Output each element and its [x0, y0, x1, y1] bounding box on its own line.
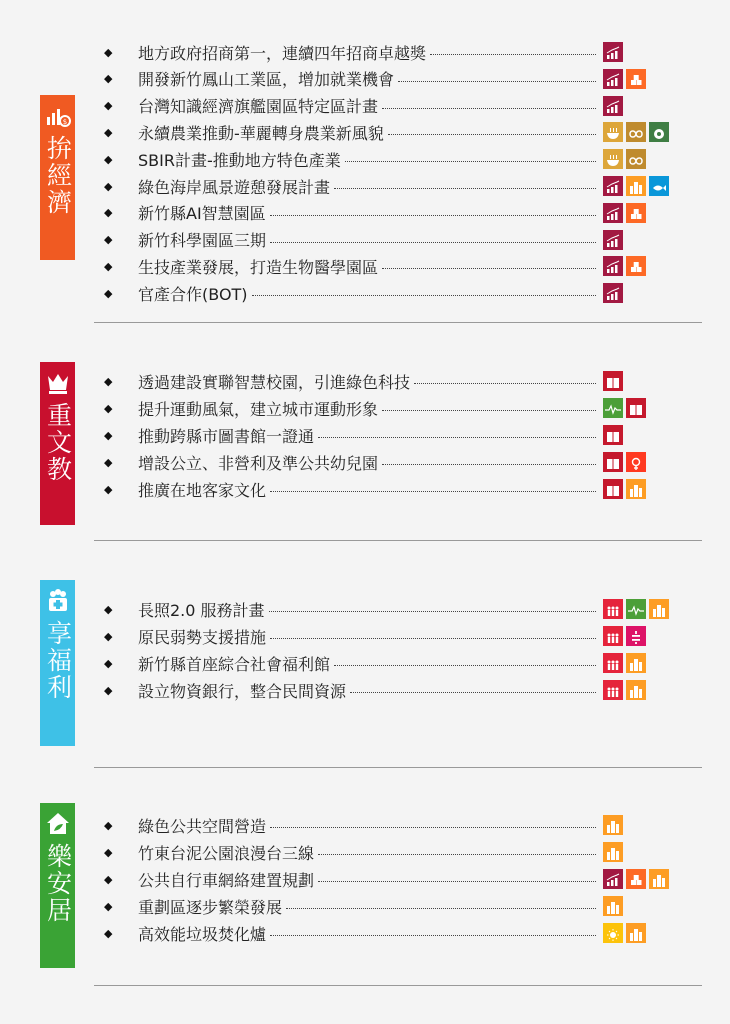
dotted-leader [414, 383, 596, 384]
list-item [104, 95, 378, 117]
sdg-7-sun-icon [603, 923, 623, 943]
sdg-1-family-icon [603, 626, 623, 646]
list-item [104, 895, 282, 917]
dotted-leader [350, 692, 596, 693]
bullet-icon: ◆ [104, 99, 113, 113]
list-item [104, 41, 426, 63]
bullet-icon: ◆ [104, 206, 113, 220]
item-label: 綠色公共空間營造 [138, 816, 267, 836]
item-label: 增設公立、非營利及準公共幼兒園 [138, 453, 379, 473]
sdg-badges [603, 896, 623, 916]
sdg-11-buildings-icon [603, 815, 623, 835]
sdg-11-buildings-icon [649, 869, 669, 889]
sdg-badges [603, 122, 669, 142]
item-label: 新竹縣AI智慧園區 [138, 204, 266, 224]
item-label: 推廣在地客家文化 [138, 480, 267, 500]
list-item [104, 397, 378, 419]
dotted-leader [318, 437, 596, 438]
dotted-leader [382, 410, 596, 411]
dotted-leader [345, 161, 596, 162]
sdg-9-cubes-icon [626, 256, 646, 276]
list-item [104, 598, 265, 620]
bullet-icon: ◆ [104, 259, 113, 273]
dotted-leader [270, 827, 596, 828]
sdg-badges [603, 69, 646, 89]
bullet-icon: ◆ [104, 428, 113, 442]
bullet-icon: ◆ [104, 179, 113, 193]
category-title: 樂安居 [43, 843, 73, 924]
dotted-leader [270, 935, 596, 936]
sdg-8-growth-chart-icon [603, 203, 623, 223]
dotted-leader [270, 491, 596, 492]
sdg-2-bowl-icon [603, 149, 623, 169]
dotted-leader [382, 108, 596, 109]
bullet-icon: ◆ [104, 683, 113, 697]
category-economy [40, 95, 75, 260]
list-item [104, 922, 266, 944]
list-item [104, 121, 384, 143]
chart-dollar-icon [45, 103, 71, 129]
sdg-14-fish-icon [649, 176, 669, 196]
sdg-8-growth-chart-icon [603, 69, 623, 89]
item-label: SBIR計畫-推動地方特色產業 [138, 150, 341, 170]
sdg-1-family-icon [603, 680, 623, 700]
sdg-4-book-icon [603, 371, 623, 391]
sdg-8-growth-chart-icon [603, 230, 623, 250]
item-label: 生技產業發展，打造生物醫學園區 [138, 257, 379, 277]
bullet-icon: ◆ [104, 401, 113, 415]
list-item [104, 370, 410, 392]
sdg-3-heartbeat-icon [626, 599, 646, 619]
dotted-leader [430, 54, 596, 55]
dotted-leader [318, 854, 596, 855]
bullet-icon: ◆ [104, 845, 113, 859]
sdg-11-buildings-icon [626, 680, 646, 700]
list-item [104, 202, 266, 224]
list-item [104, 255, 378, 277]
item-label: 永續農業推動-華麗轉身農業新風貌 [138, 123, 384, 143]
list-item [104, 478, 266, 500]
sdg-4-book-icon [626, 398, 646, 418]
sdg-11-buildings-icon [626, 923, 646, 943]
dotted-leader [388, 134, 596, 135]
bullet-icon: ◆ [104, 656, 113, 670]
dotted-leader [252, 295, 596, 296]
sdg-8-growth-chart-icon [603, 176, 623, 196]
list-item [104, 68, 394, 90]
sdg-badges [603, 815, 623, 835]
svg-text:$: $ [62, 118, 67, 126]
dotted-leader [269, 611, 596, 612]
item-label: 重劃區逐步繁榮發展 [138, 897, 283, 917]
house-icon [45, 811, 71, 837]
item-label: 推動跨縣市圖書館一證通 [138, 426, 315, 446]
list-item [104, 841, 314, 863]
bullet-icon: ◆ [104, 872, 113, 886]
bullet-icon: ◆ [104, 926, 113, 940]
bullet-icon: ◆ [104, 899, 113, 913]
dotted-leader [270, 215, 596, 216]
list-item [104, 652, 330, 674]
list-item [104, 424, 314, 446]
sdg-badges [603, 42, 623, 62]
sdg-badges [603, 371, 623, 391]
bullet-icon: ◆ [104, 72, 113, 86]
sdg-12-infinity-icon [626, 122, 646, 142]
item-label: 竹東台泥公園浪漫台三線 [138, 843, 315, 863]
category-welfare [40, 580, 75, 746]
sdg-1-family-icon [603, 653, 623, 673]
sdg-11-buildings-icon [626, 176, 646, 196]
sdg-9-cubes-icon [626, 69, 646, 89]
item-label: 開發新竹鳳山工業區，增加就業機會 [138, 70, 395, 90]
dotted-leader [270, 242, 596, 243]
list-item [104, 868, 314, 890]
sdg-5-gender-icon [626, 452, 646, 472]
list-item [104, 679, 346, 701]
sdg-8-growth-chart-icon [603, 869, 623, 889]
sdg-badges [603, 452, 646, 472]
sdg-4-book-icon [603, 425, 623, 445]
list-item [104, 451, 378, 473]
sdg-badges [603, 869, 669, 889]
sdg-badges [603, 653, 646, 673]
dotted-leader [334, 188, 596, 189]
section-divider [94, 767, 702, 768]
bullet-icon: ◆ [104, 233, 113, 247]
bullet-icon: ◆ [104, 45, 113, 59]
item-label: 公共自行車網絡建置規劃 [138, 870, 315, 890]
sdg-badges [603, 398, 646, 418]
item-label: 綠色海岸風景遊憩發展計畫 [138, 177, 331, 197]
sdg-12-infinity-icon [626, 149, 646, 169]
sdg-badges [603, 96, 623, 116]
category-living [40, 803, 75, 968]
sdg-1-family-icon [603, 599, 623, 619]
sdg-badges [603, 599, 669, 619]
item-label: 長照2.0 服務計畫 [138, 600, 265, 620]
sdg-badges [603, 176, 669, 196]
item-label: 原民弱勢支援措施 [138, 627, 267, 647]
item-label: 提升運動風氣，建立城市運動形象 [138, 399, 379, 419]
category-title: 重文教 [43, 402, 73, 483]
list-item [104, 282, 248, 304]
dotted-leader [334, 665, 596, 666]
bullet-icon: ◆ [104, 602, 113, 616]
item-label: 台灣知識經濟旗艦園區特定區計畫 [138, 97, 379, 117]
dotted-leader [398, 81, 596, 82]
sdg-2-bowl-icon [603, 122, 623, 142]
sdg-11-buildings-icon [649, 599, 669, 619]
list-item [104, 175, 330, 197]
sdg-4-book-icon [603, 452, 623, 472]
item-label: 設立物資銀行，整合民間資源 [138, 681, 347, 701]
sdg-badges [603, 149, 646, 169]
list-item [104, 229, 266, 251]
sdg-13-globe-eye-icon [649, 122, 669, 142]
bullet-icon: ◆ [104, 286, 113, 300]
dotted-leader [286, 908, 596, 909]
dotted-leader [270, 638, 596, 639]
sdg-11-buildings-icon [626, 653, 646, 673]
sdg-badges [603, 230, 623, 250]
sdg-badges [603, 283, 623, 303]
bullet-icon: ◆ [104, 455, 113, 469]
dotted-leader [382, 464, 596, 465]
bullet-icon: ◆ [104, 152, 113, 166]
item-label: 官產合作(BOT) [138, 284, 248, 304]
list-item [104, 148, 341, 170]
dotted-leader [318, 881, 596, 882]
crown-people-icon [45, 370, 71, 396]
sdg-11-buildings-icon [603, 896, 623, 916]
item-label: 高效能垃圾焚化爐 [138, 924, 267, 944]
sdg-8-growth-chart-icon [603, 96, 623, 116]
sdg-9-cubes-icon [626, 203, 646, 223]
section-divider [94, 322, 702, 323]
care-box-icon [45, 588, 71, 614]
sdg-4-book-icon [603, 479, 623, 499]
item-label: 地方政府招商第一，連續四年招商卓越獎 [138, 43, 427, 63]
sdg-3-heartbeat-icon [603, 398, 623, 418]
sdg-badges [603, 680, 646, 700]
bullet-icon: ◆ [104, 629, 113, 643]
sdg-badges [603, 203, 646, 223]
bullet-icon: ◆ [104, 482, 113, 496]
sdg-badges [603, 842, 623, 862]
list-item [104, 814, 266, 836]
item-label: 透過建設實聯智慧校園，引進綠色科技 [138, 372, 411, 392]
sdg-badges [603, 626, 646, 646]
sdg-badges [603, 425, 623, 445]
dotted-leader [382, 268, 596, 269]
sdg-11-buildings-icon [626, 479, 646, 499]
sdg-badges [603, 923, 646, 943]
bullet-icon: ◆ [104, 125, 113, 139]
category-education [40, 362, 75, 525]
section-divider [94, 540, 702, 541]
category-title: 拚經濟 [43, 135, 73, 216]
sdg-9-cubes-icon [626, 869, 646, 889]
sdg-11-buildings-icon [603, 842, 623, 862]
sdg-8-growth-chart-icon [603, 256, 623, 276]
list-item [104, 625, 266, 647]
sdg-badges [603, 479, 646, 499]
category-title: 享福利 [43, 620, 73, 701]
sdg-8-growth-chart-icon [603, 283, 623, 303]
sdg-badges [603, 256, 646, 276]
item-label: 新竹縣首座綜合社會福利館 [138, 654, 331, 674]
section-divider [94, 985, 702, 986]
sdg-8-growth-chart-icon [603, 42, 623, 62]
bullet-icon: ◆ [104, 374, 113, 388]
item-label: 新竹科學園區三期 [138, 231, 267, 251]
bullet-icon: ◆ [104, 818, 113, 832]
sdg-10-equality-icon [626, 626, 646, 646]
